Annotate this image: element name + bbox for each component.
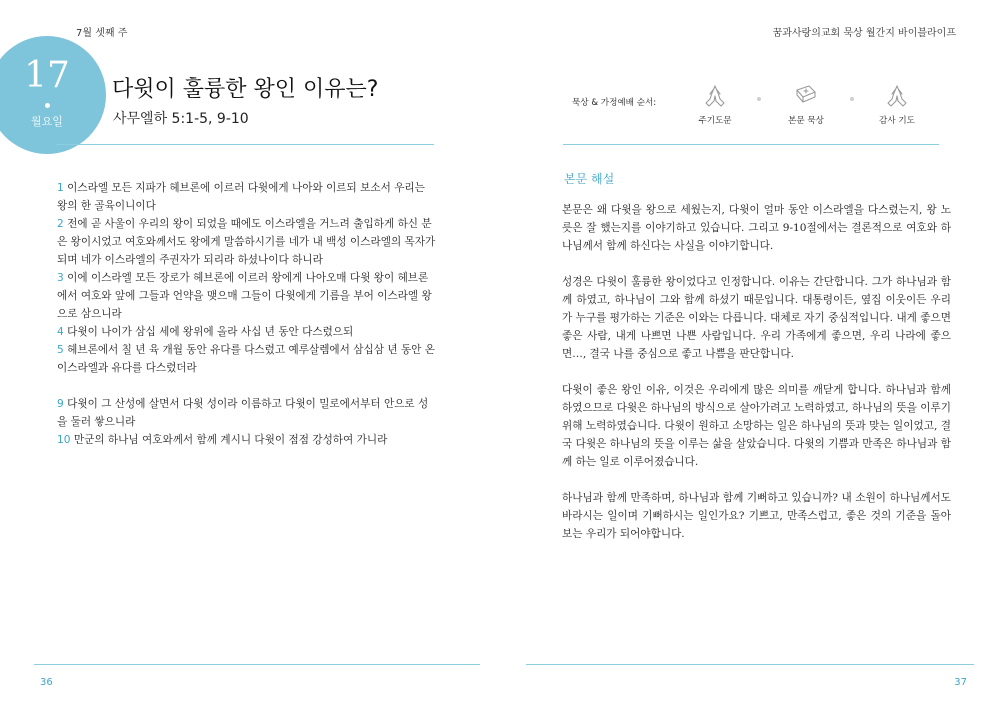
day-weekday: 월요일: [31, 115, 63, 128]
commentary-paragraph: 성경은 다윗이 훌륭한 왕이었다고 인정합니다. 이유는 간단합니다. 그가 하나님과 함께 하였고, 하나님이 그와 함께 하셨기 때문입니다. 대통령이든, 옆집 이웃이든 우리가 누구를 평가하는 기준은 이와는 다릅니다. 대체로 자기 중심적입니다. 내게 좋으면 좋은 사람, 내게 나쁘면 나쁜 사람입니다. 우리 가족에게 좋으면, 우리 나라에 좋으면…, 결국 나를 중심으로 좋고 나쁨을 판단합니다.: [562, 276, 951, 360]
day-number: 17: [24, 55, 70, 96]
verse-text: 헤브론에서 칠 년 육 개월 동안 유다를 다스렸고 예루살렘에서 삼십삼 년 동안 온 이스라엘과 유다를 다스렸더라: [57, 344, 436, 374]
verse-text: 다윗이 나이가 삼십 세에 왕위에 올라 사십 년 동안 다스렸으되: [67, 326, 354, 338]
day-dot: [45, 103, 50, 108]
order-step-meditation: [766, 84, 846, 126]
praying-hands-icon: [884, 84, 910, 108]
verse-text: 전에 곧 사울이 우리의 왕이 되었을 때에도 이스라엘을 거느려 출입하게 하신 분은 왕이시었고 여호와께서도 왕에게 말씀하시기를 네가 내 백성 이스라엘의 목자가 되며 네가 이스라엘의 주권자가 되리라 하셨나이다 하니라: [57, 218, 436, 266]
scripture-text: [57, 179, 437, 449]
verse: [57, 341, 437, 377]
verse-number: 5: [57, 344, 64, 356]
title-divider: [56, 144, 434, 145]
verse-group-1: [57, 179, 437, 377]
week-label: 7월 셋째 주: [76, 28, 128, 39]
verse-gap: [57, 377, 437, 395]
verse-number: 3: [57, 272, 64, 284]
commentary-text: [562, 201, 951, 561]
page-title: 다윗이 훌륭한 왕인 이유는?: [112, 77, 379, 102]
commentary-paragraph: 다윗이 좋은 왕인 이유, 이것은 우리에게 많은 의미를 깨닫게 합니다. 하나님과 함께 하였으므로 다윗은 하나님의 방식으로 살아가려고 노력하였고, 하나님의 뜻을 이루기 위해 노력하였습니다. 다윗이 원하고 소망하는 일은 하나님의 뜻과 맞는 일이었고, 결국 다윗은 하나님의 뜻을 이루는 삶을 살았습니다. 다윗의 기쁨과 만족은 하나님과 함께 하는 일로 이루어졌습니다.: [562, 384, 951, 468]
verse-text: 다윗이 그 산성에 살면서 다윗 성이라 이름하고 다윗이 밀로에서부터 안으로 성을 둘러 쌓으니라: [57, 398, 429, 428]
verse: [57, 215, 437, 269]
verse-text: 만군의 하나님 여호와께서 함께 계시니 다윗이 점점 강성하여 가니라: [73, 434, 388, 446]
commentary-paragraph: 본문은 왜 다윗을 왕으로 세웠는지, 다윗이 얼마 동안 이스라엘을 다스렸는지, 왕 노릇은 잘 했는지를 이야기하고 있습니다. 그리고 9-10절에서는 결론적으로 여호와 하나님께서 함께 하신다는 사실을 이야기합니다.: [562, 204, 951, 252]
order-step-label: 주기도문: [698, 116, 732, 126]
order-step-label: 본문 묵상: [788, 116, 824, 126]
page-number: 37: [954, 677, 967, 688]
page-number: 36: [40, 677, 53, 688]
verse-number: 10: [57, 434, 71, 446]
commentary-paragraph: 하나님과 함께 만족하며, 하나님과 함께 기뻐하고 있습니까? 내 소원이 하나님께서도 바라시는 일이며 기뻐하시는 일인가요? 기쁘고, 만족스럽고, 좋은 것의 기준을 돌아보는 우리가 되어야합니다.: [562, 492, 951, 540]
day-badge: [0, 36, 106, 154]
verse-number: 1: [57, 182, 64, 194]
verse-text: 이에 이스라엘 모든 장로가 헤브론에 이르러 왕에게 나아오매 다윗 왕이 헤브론에서 여호와 앞에 그들과 언약을 맺으매 그들이 다윗에게 기름을 부어 이스라엘 왕으로 삼으니라: [57, 272, 432, 320]
bible-icon: [793, 84, 819, 108]
verse: [57, 323, 437, 341]
verse: [57, 269, 437, 323]
order-separator: [757, 97, 761, 101]
verse: [57, 179, 437, 215]
verse-number: 9: [57, 398, 64, 410]
verse: [57, 395, 437, 431]
footer-divider: [34, 664, 480, 665]
verse-number: 4: [57, 326, 64, 338]
verse-group-2: [57, 395, 437, 449]
right-page: [500, 0, 1000, 709]
section-heading: 본문 해설: [564, 172, 615, 186]
header-divider: [563, 144, 939, 145]
worship-order-label: 묵상 & 가정예배 순서:: [572, 98, 657, 108]
verse-text: 이스라엘 모든 지파가 헤브론에 이르러 다윗에게 나아와 이르되 보소서 우리는 왕의 한 골육이니이다: [57, 182, 425, 212]
order-step-lords-prayer: [675, 84, 755, 126]
order-separator: [850, 97, 854, 101]
praying-hands-icon: [702, 84, 728, 108]
order-step-label: 감사 기도: [879, 116, 915, 126]
verse: [57, 431, 437, 449]
book-title: 꿈과사랑의교회 묵상 월간지 바이블라이프: [772, 28, 956, 39]
verse-number: 2: [57, 218, 64, 230]
order-step-thanksgiving: [857, 84, 937, 126]
scripture-reference: 사무엘하 5:1-5, 9-10: [113, 111, 249, 127]
footer-divider: [526, 664, 974, 665]
